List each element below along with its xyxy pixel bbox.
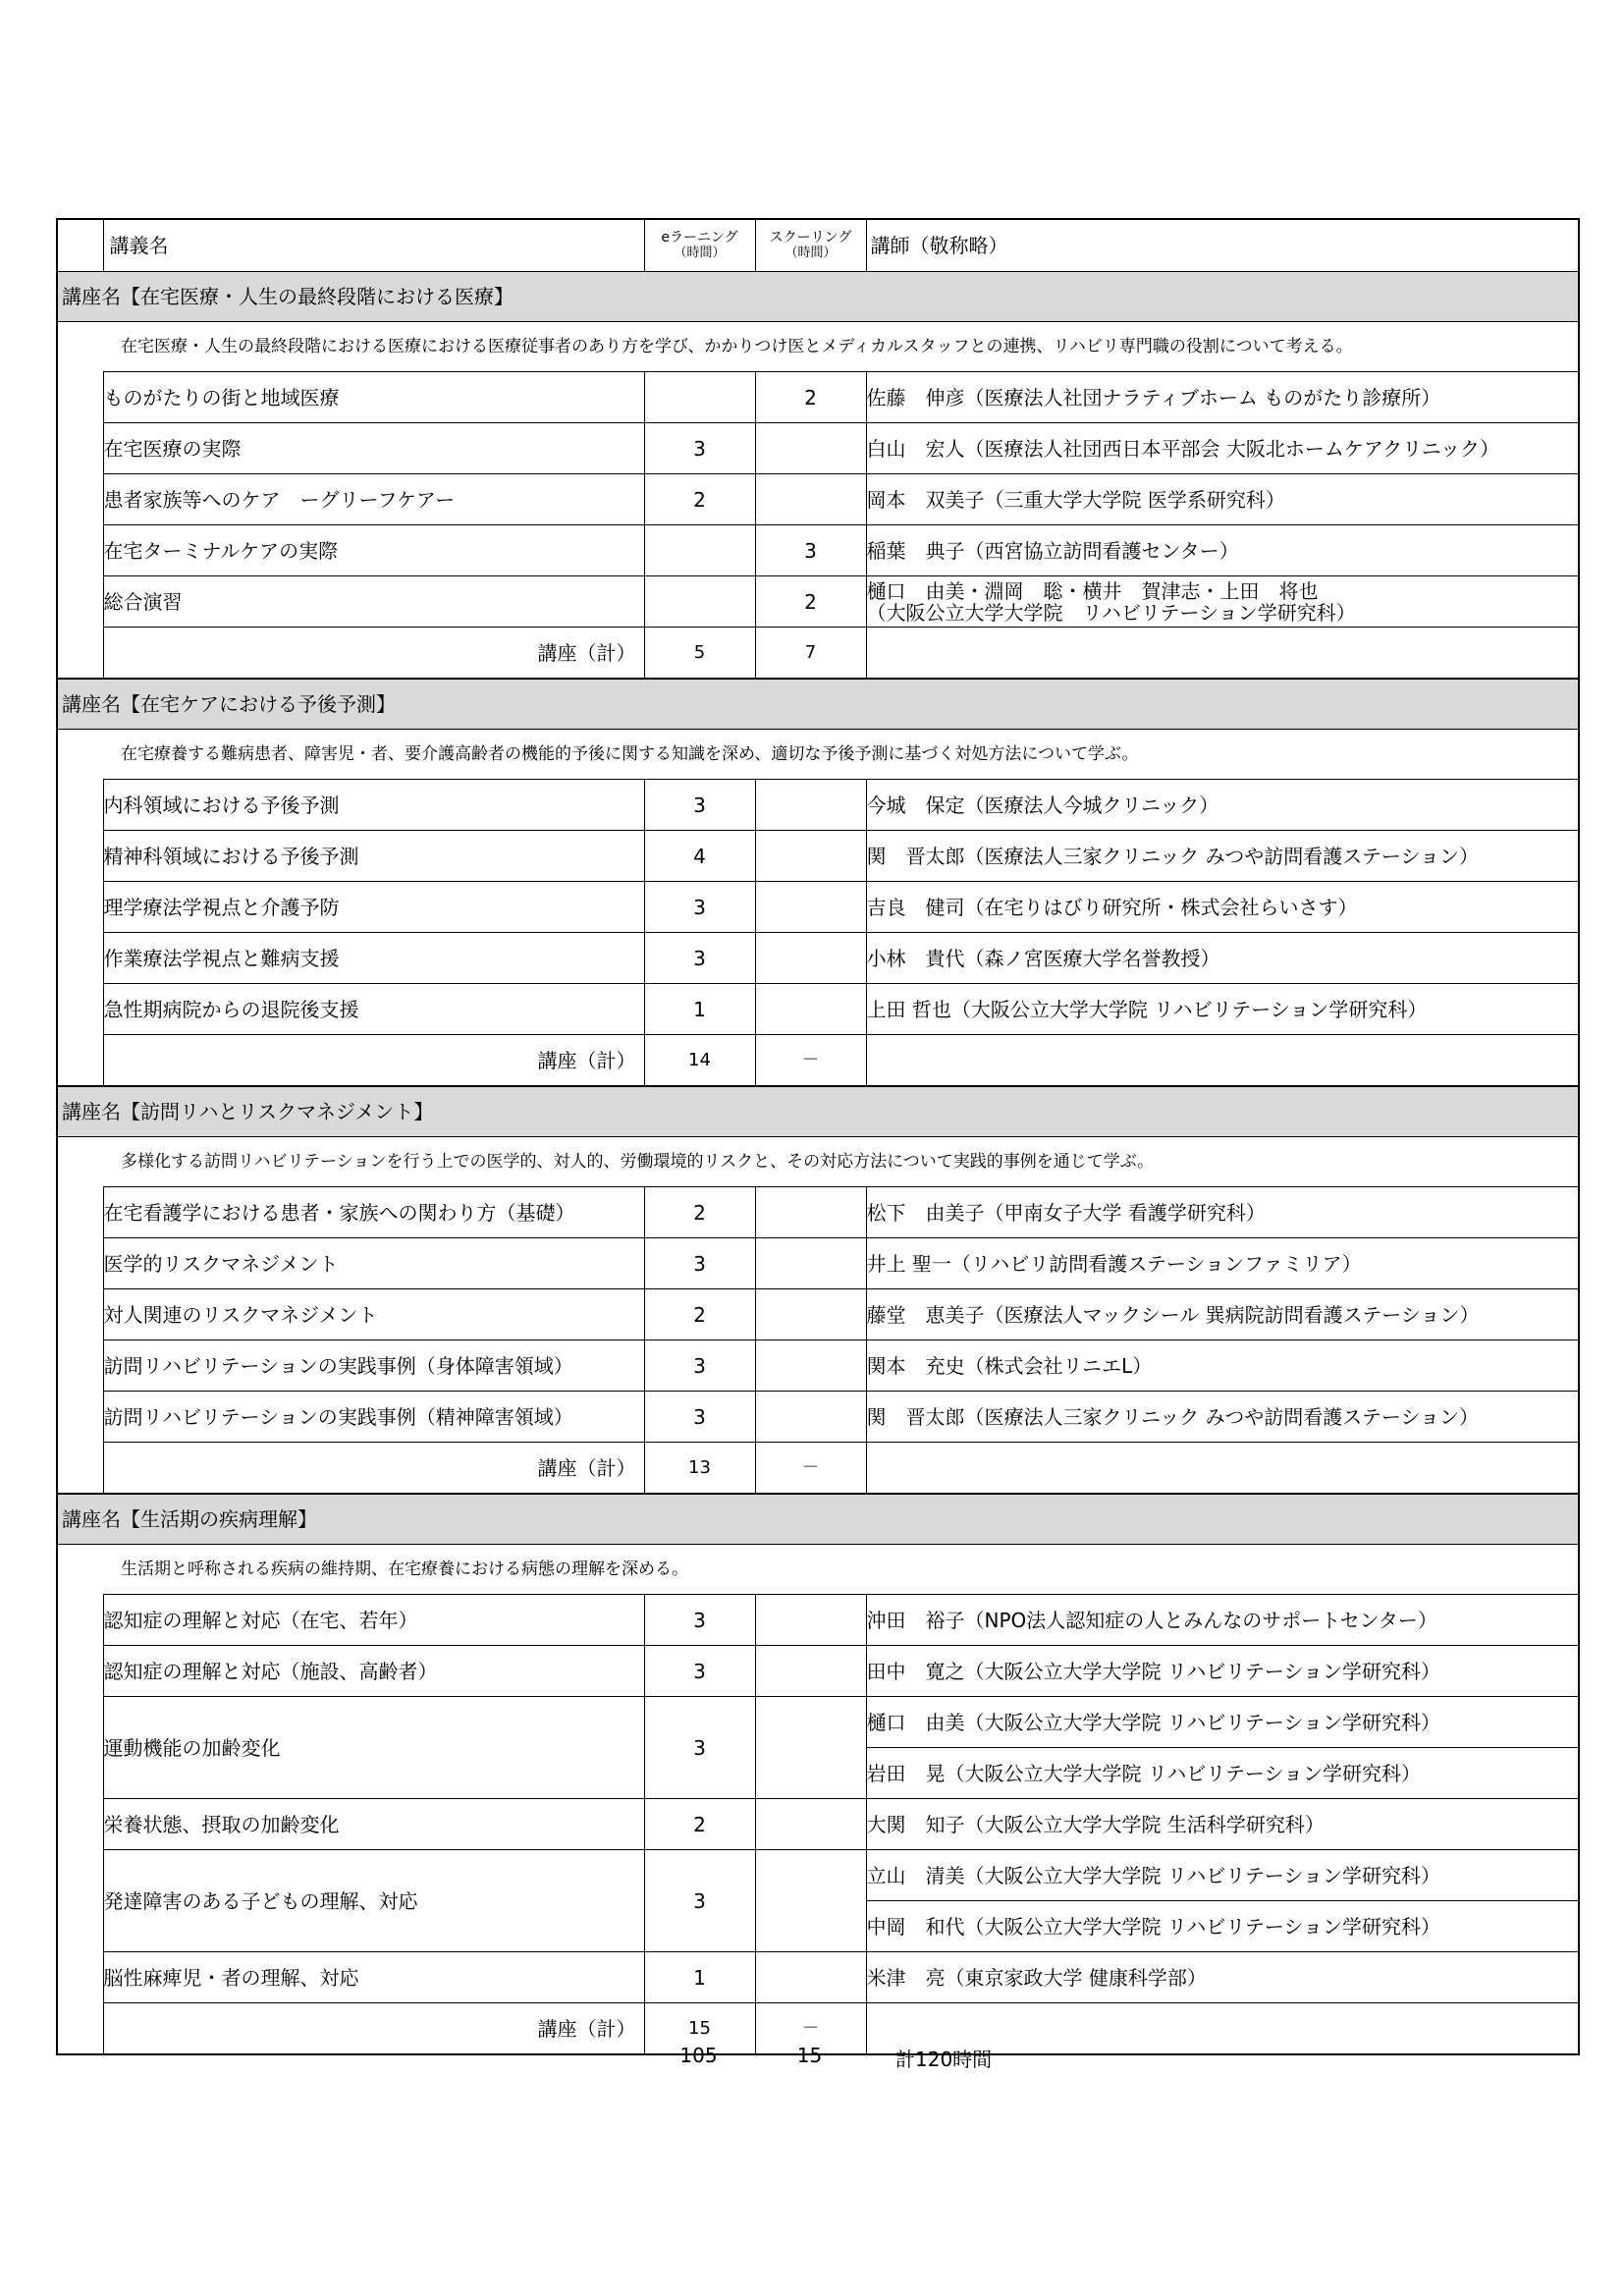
elearning-hours: 4 xyxy=(644,831,755,882)
elearning-hours: 3 xyxy=(644,780,755,831)
subtotal-label: 講座（計） xyxy=(103,1035,644,1087)
instructor xyxy=(866,1952,1579,2003)
instructor-secondary: 中岡 和代（大阪公立大学大学院 リハビリテーション学研究科） xyxy=(866,1901,1579,1952)
course-title: 講座名【生活期の疾病理解】 xyxy=(57,1494,1579,1545)
instructor-line: 沖田 裕子（NPO法人認知症の人とみんなのサポートセンター） xyxy=(866,1608,1437,1632)
instructor xyxy=(866,423,1579,474)
lecture-row xyxy=(57,423,1579,474)
lecture-row xyxy=(57,1238,1579,1289)
total-schooling: 15 xyxy=(796,2044,823,2067)
lecture-name: 訪問リハビリテーションの実践事例（身体障害領域） xyxy=(103,1340,644,1392)
schooling-hours xyxy=(755,1238,866,1289)
course-description: 多様化する訪問リハビリテーションを行う上での医学的、対人的、労働環境的リスクと、その対応方法について実践的事例を通じて学ぶ。 xyxy=(57,1137,1579,1187)
instructor xyxy=(866,1238,1579,1289)
schooling-hours xyxy=(755,1952,866,2003)
lecture-name: 精神科領域における予後予測 xyxy=(103,831,644,882)
schooling-hours xyxy=(755,1187,866,1238)
instructor-line: 上田 哲也（大阪公立大学大学院 リハビリテーション学研究科） xyxy=(866,997,1428,1021)
schooling-hours xyxy=(755,831,866,882)
course-title: 講座名【在宅医療・人生の最終段階における医療】 xyxy=(57,272,1579,322)
course-title-row xyxy=(57,272,1579,322)
lecture-row xyxy=(57,831,1579,882)
elearning-hours: 3 xyxy=(644,1238,755,1289)
elearning-hours: 2 xyxy=(644,1289,755,1340)
schooling-hours xyxy=(755,882,866,933)
instructor-line: 井上 聖一（リハビリ訪問看護ステーションファミリア） xyxy=(866,1251,1362,1276)
elearning-hours: 1 xyxy=(644,984,755,1035)
instructor xyxy=(866,1340,1579,1392)
schooling-hours xyxy=(755,984,866,1035)
header-instructor: 講師（敬称略） xyxy=(866,219,1579,272)
instructor xyxy=(866,933,1579,984)
course-title-row xyxy=(57,1494,1579,1545)
course-subtotal-row xyxy=(57,628,1579,680)
instructor xyxy=(866,576,1579,628)
instructor xyxy=(866,525,1579,576)
course-subtotal-row xyxy=(57,1035,1579,1087)
lecture-row xyxy=(57,780,1579,831)
elearning-hours: 2 xyxy=(644,1187,755,1238)
course-description: 生活期と呼称される疾病の維持期、在宅療養における病態の理解を深める。 xyxy=(57,1545,1579,1595)
schooling-hours xyxy=(755,1697,866,1799)
lecture-row xyxy=(57,933,1579,984)
schooling-hours: 2 xyxy=(755,372,866,423)
schooling-hours xyxy=(755,780,866,831)
lecture-row xyxy=(57,1187,1579,1238)
syllabus-table xyxy=(56,218,1580,2055)
instructor-line: 佐藤 伸彦（医療法人社団ナラティブホーム ものがたり診療所） xyxy=(866,385,1441,410)
total-hours: 計120時間 xyxy=(895,2048,993,2071)
schooling-hours xyxy=(755,933,866,984)
lecture-name: 栄養状態、摂取の加齢変化 xyxy=(103,1799,644,1850)
course-description-row xyxy=(57,1545,1579,1595)
instructor-line: 小林 貴代（森ノ宮医療大学名誉教授） xyxy=(866,946,1220,970)
course-title-row xyxy=(57,679,1579,730)
elearning-hours: 3 xyxy=(644,1392,755,1443)
elearning-hours: 3 xyxy=(644,1340,755,1392)
elearning-hours: 3 xyxy=(644,1697,755,1799)
lecture-name: 内科領域における予後予測 xyxy=(103,780,644,831)
schooling-hours: 3 xyxy=(755,525,866,576)
lecture-name: 認知症の理解と対応（在宅、若年） xyxy=(103,1595,644,1646)
instructor xyxy=(866,1289,1579,1340)
course-description: 在宅医療・人生の最終段階における医療における医療従事者のあり方を学び、かかりつけ医とメディカルスタッフとの連携、リハビリ専門職の役割について考える。 xyxy=(57,322,1579,372)
lecture-name: 在宅ターミナルケアの実際 xyxy=(103,525,644,576)
elearning-hours: 3 xyxy=(644,1850,755,1952)
syllabus-sheet xyxy=(56,218,1578,2055)
grand-totals xyxy=(0,2044,1624,2073)
elearning-hours: 2 xyxy=(644,474,755,525)
instructor-line: 田中 寛之（大阪公立大学大学院 リハビリテーション学研究科） xyxy=(866,1659,1441,1683)
lecture-name: 医学的リスクマネジメント xyxy=(103,1238,644,1289)
instructor-line: 関本 充史（株式会社リニエL） xyxy=(866,1353,1153,1378)
lecture-row xyxy=(57,1850,1579,1901)
subtotal-elearning: 14 xyxy=(644,1035,755,1087)
instructor xyxy=(866,1392,1579,1443)
lecture-row xyxy=(57,984,1579,1035)
lecture-row xyxy=(57,882,1579,933)
schooling-hours xyxy=(755,1392,866,1443)
schooling-hours xyxy=(755,474,866,525)
instructor: 樋口 由美（大阪公立大学大学院 リハビリテーション学研究科） xyxy=(866,1697,1579,1748)
lecture-row xyxy=(57,1289,1579,1340)
total-elearning: 105 xyxy=(679,2044,718,2067)
lecture-name: 総合演習 xyxy=(103,576,644,628)
instructor xyxy=(866,882,1579,933)
lecture-name: 認知症の理解と対応（施設、高齢者） xyxy=(103,1646,644,1697)
schooling-hours xyxy=(755,1850,866,1952)
elearning-hours xyxy=(644,525,755,576)
subtotal-label: 講座（計） xyxy=(103,628,644,680)
elearning-hours: 2 xyxy=(644,1799,755,1850)
schooling-hours xyxy=(755,423,866,474)
lecture-name: 患者家族等へのケア ーグリーフケアー xyxy=(103,474,644,525)
instructor xyxy=(866,1646,1579,1697)
lecture-name: 運動機能の加齢変化 xyxy=(103,1697,644,1799)
instructor-secondary: 岩田 晃（大阪公立大学大学院 リハビリテーション学研究科） xyxy=(866,1748,1579,1799)
subtotal-label: 講座（計） xyxy=(103,2003,644,2055)
lecture-row xyxy=(57,372,1579,423)
lecture-name: 作業療法学視点と難病支援 xyxy=(103,933,644,984)
lecture-row xyxy=(57,1799,1579,1850)
instructor-line: 樋口 由美・淵岡 聡・横井 賀津志・上田 将也 xyxy=(866,578,1319,603)
lecture-name: 在宅看護学における患者・家族への関わり方（基礎） xyxy=(103,1187,644,1238)
course-subtotal-row xyxy=(57,1443,1579,1495)
subtotal-schooling: － xyxy=(755,2003,866,2055)
subtotal-schooling: 7 xyxy=(755,628,866,680)
lecture-row xyxy=(57,1952,1579,2003)
instructor-line: 今城 保定（医療法人今城クリニック） xyxy=(866,793,1219,817)
course-description: 在宅療養する難病患者、障害児・者、要介護高齢者の機能的予後に関する知識を深め、適切な予後予測に基づく対処方法について学ぶ。 xyxy=(57,730,1579,780)
header-lecture: 講義名 xyxy=(103,219,644,272)
lecture-name: 脳性麻痺児・者の理解、対応 xyxy=(103,1952,644,2003)
course-title: 講座名【在宅ケアにおける予後予測】 xyxy=(57,679,1579,730)
schooling-hours xyxy=(755,1646,866,1697)
elearning-hours: 3 xyxy=(644,423,755,474)
instructor xyxy=(866,474,1579,525)
schooling-hours xyxy=(755,1289,866,1340)
lecture-row xyxy=(57,1340,1579,1392)
instructor-line: 吉良 健司（在宅りはびり研究所・株式会社らいさす） xyxy=(866,895,1358,919)
instructor xyxy=(866,984,1579,1035)
elearning-hours: 3 xyxy=(644,1595,755,1646)
subtotal-elearning: 15 xyxy=(644,2003,755,2055)
lecture-name: 訪問リハビリテーションの実践事例（精神障害領域） xyxy=(103,1392,644,1443)
subtotal-label: 講座（計） xyxy=(103,1443,644,1495)
lecture-row xyxy=(57,1697,1579,1748)
subtotal-elearning: 13 xyxy=(644,1443,755,1495)
lecture-row xyxy=(57,525,1579,576)
lecture-name: 対人関連のリスクマネジメント xyxy=(103,1289,644,1340)
header-elearning: eラーニング （時間） xyxy=(644,219,755,272)
elearning-hours xyxy=(644,576,755,628)
subtotal-elearning: 5 xyxy=(644,628,755,680)
lecture-name: 急性期病院からの退院後支援 xyxy=(103,984,644,1035)
instructor xyxy=(866,1187,1579,1238)
instructor-line-2: （大阪公立大学大学院 リハビリテーション学研究科） xyxy=(866,600,1356,625)
instructor-line: 白山 宏人（医療法人社団西日本平部会 大阪北ホームケアクリニック） xyxy=(866,436,1500,461)
course-description-row xyxy=(57,322,1579,372)
header-schooling: スクーリング （時間） xyxy=(755,219,866,272)
elearning-hours: 3 xyxy=(644,1646,755,1697)
course-title: 講座名【訪問リハとリスクマネジメント】 xyxy=(57,1086,1579,1137)
instructor-line: 米津 亮（東京家政大学 健康科学部） xyxy=(866,1965,1207,1990)
lecture-row xyxy=(57,474,1579,525)
lecture-name: ものがたりの街と地域医療 xyxy=(103,372,644,423)
instructor: 立山 清美（大阪公立大学大学院 リハビリテーション学研究科） xyxy=(866,1850,1579,1901)
elearning-hours xyxy=(644,372,755,423)
elearning-hours: 3 xyxy=(644,933,755,984)
instructor xyxy=(866,1799,1579,1850)
schooling-hours: 2 xyxy=(755,576,866,628)
instructor xyxy=(866,780,1579,831)
course-description-row xyxy=(57,1137,1579,1187)
instructor-line: 関 晋太郎（医療法人三家クリニック みつや訪問看護ステーション） xyxy=(866,844,1480,868)
lecture-row xyxy=(57,1392,1579,1443)
schooling-hours xyxy=(755,1799,866,1850)
instructor-line: 藤堂 恵美子（医療法人マックシール 巽病院訪問看護ステーション） xyxy=(866,1302,1480,1327)
subtotal-schooling: － xyxy=(755,1443,866,1495)
lecture-row xyxy=(57,1646,1579,1697)
lecture-name: 発達障害のある子どもの理解、対応 xyxy=(103,1850,644,1952)
instructor xyxy=(866,1595,1579,1646)
subtotal-schooling: － xyxy=(755,1035,866,1087)
instructor xyxy=(866,831,1579,882)
instructor-line: 松下 由美子（甲南女子大学 看護学研究科） xyxy=(866,1200,1266,1225)
instructor-line: 大関 知子（大阪公立大学大学院 生活科学研究科） xyxy=(866,1812,1325,1836)
lecture-name: 在宅医療の実際 xyxy=(103,423,644,474)
instructor xyxy=(866,372,1579,423)
course-title-row xyxy=(57,1086,1579,1137)
elearning-hours: 1 xyxy=(644,1952,755,2003)
lecture-name: 理学療法学視点と介護予防 xyxy=(103,882,644,933)
instructor-line: 岡本 双美子（三重大学大学院 医学系研究科） xyxy=(866,487,1285,512)
lecture-row xyxy=(57,1595,1579,1646)
elearning-hours: 3 xyxy=(644,882,755,933)
schooling-hours xyxy=(755,1595,866,1646)
instructor-line: 関 晋太郎（医療法人三家クリニック みつや訪問看護ステーション） xyxy=(866,1404,1480,1429)
table-header xyxy=(57,219,1579,272)
schooling-hours xyxy=(755,1340,866,1392)
instructor-line: 稲葉 典子（西宮協立訪問看護センター） xyxy=(866,538,1239,563)
lecture-row xyxy=(57,576,1579,628)
course-description-row xyxy=(57,730,1579,780)
